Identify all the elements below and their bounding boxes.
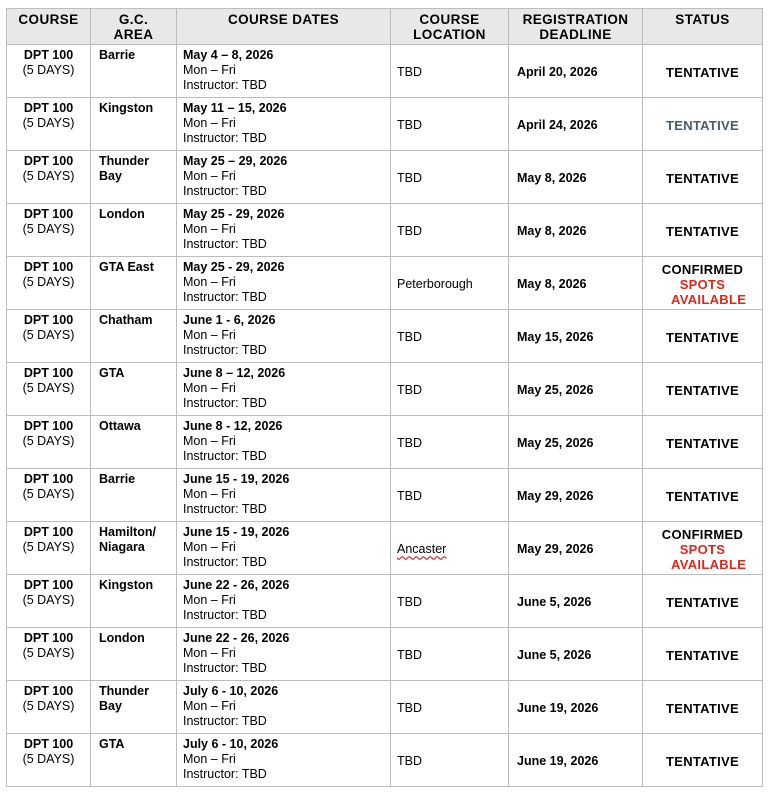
registration-deadline-cell: April 20, 2026 <box>509 45 643 98</box>
instructor: Instructor: TBD <box>183 290 267 304</box>
instructor: Instructor: TBD <box>183 555 267 569</box>
course-cell <box>7 151 91 204</box>
status-badge: TENTATIVE <box>666 383 739 398</box>
course-dates-cell <box>177 575 391 628</box>
table-row <box>7 734 763 787</box>
course-dates-cell <box>177 310 391 363</box>
course-cell <box>7 681 91 734</box>
header-location-line2: LOCATION <box>413 27 486 42</box>
gc-area-cell: Thunder Bay <box>91 681 177 734</box>
registration-deadline-cell: June 19, 2026 <box>509 681 643 734</box>
course-cell <box>7 522 91 575</box>
status-badge: CONFIRMED <box>661 262 744 277</box>
header-location-line1: COURSE <box>419 12 480 27</box>
course-duration: (5 DAYS) <box>22 63 75 77</box>
status-cell <box>643 45 763 98</box>
course-code: DPT 100 <box>23 48 74 62</box>
days-of-week: Mon – Fri <box>183 540 236 554</box>
course-duration: (5 DAYS) <box>22 487 75 501</box>
course-code: DPT 100 <box>23 472 74 486</box>
status-badge: TENTATIVE <box>666 330 739 345</box>
course-dates-cell <box>177 681 391 734</box>
course-location-cell <box>391 310 509 363</box>
registration-deadline-cell: May 29, 2026 <box>509 469 643 522</box>
gc-area-cell: Ottawa <box>91 416 177 469</box>
course-duration: (5 DAYS) <box>22 434 75 448</box>
course-location-cell <box>391 469 509 522</box>
days-of-week: Mon – Fri <box>183 646 236 660</box>
registration-deadline-cell: May 25, 2026 <box>509 363 643 416</box>
course-dates-cell <box>177 45 391 98</box>
course-location-cell <box>391 575 509 628</box>
header-course-location <box>391 9 509 45</box>
course-location-cell <box>391 416 509 469</box>
table-row <box>7 522 763 575</box>
header-course: COURSE <box>7 9 91 45</box>
status-cell <box>643 363 763 416</box>
gc-area-cell: GTA East <box>91 257 177 310</box>
gc-area-cell: Kingston <box>91 98 177 151</box>
course-code: DPT 100 <box>23 419 74 433</box>
table-row <box>7 363 763 416</box>
course-code: DPT 100 <box>23 525 74 539</box>
days-of-week: Mon – Fri <box>183 328 236 342</box>
header-gc-area <box>91 9 177 45</box>
course-location: TBD <box>397 224 422 238</box>
header-gc-area-line2: AREA <box>113 27 154 42</box>
course-location: TBD <box>397 118 422 132</box>
course-code: DPT 100 <box>23 313 74 327</box>
course-duration: (5 DAYS) <box>22 752 75 766</box>
instructor: Instructor: TBD <box>183 184 267 198</box>
date-range: May 25 - 29, 2026 <box>183 260 285 274</box>
date-range: May 11 – 15, 2026 <box>183 101 287 115</box>
status-cell <box>643 98 763 151</box>
course-location: TBD <box>397 65 422 79</box>
course-location: TBD <box>397 171 422 185</box>
course-code: DPT 100 <box>23 737 74 751</box>
table-row <box>7 469 763 522</box>
status-badge: CONFIRMED <box>661 527 744 542</box>
days-of-week: Mon – Fri <box>183 169 236 183</box>
course-location: TBD <box>397 595 422 609</box>
course-duration: (5 DAYS) <box>22 275 75 289</box>
table-header <box>7 9 763 45</box>
instructor: Instructor: TBD <box>183 502 267 516</box>
header-deadline-line1: REGISTRATION <box>522 12 629 27</box>
table-row <box>7 257 763 310</box>
instructor: Instructor: TBD <box>183 237 267 251</box>
instructor: Instructor: TBD <box>183 767 267 781</box>
days-of-week: Mon – Fri <box>183 487 236 501</box>
course-schedule-table <box>6 8 763 787</box>
status-cell <box>643 310 763 363</box>
status-badge: TENTATIVE <box>666 489 739 504</box>
course-cell <box>7 628 91 681</box>
course-location-cell <box>391 363 509 416</box>
registration-deadline-cell: May 8, 2026 <box>509 204 643 257</box>
date-range: June 22 - 26, 2026 <box>183 631 290 645</box>
date-range: June 22 - 26, 2026 <box>183 578 290 592</box>
gc-area-cell: London <box>91 628 177 681</box>
header-course-dates: COURSE DATES <box>177 9 391 45</box>
table-body <box>7 45 763 787</box>
gc-area-cell: GTA <box>91 734 177 787</box>
registration-deadline-cell: May 8, 2026 <box>509 257 643 310</box>
gc-area-cell: Barrie <box>91 45 177 98</box>
course-code: DPT 100 <box>23 366 74 380</box>
course-location-cell <box>391 204 509 257</box>
instructor: Instructor: TBD <box>183 608 267 622</box>
date-range: May 4 – 8, 2026 <box>183 48 274 62</box>
course-cell <box>7 416 91 469</box>
course-dates-cell <box>177 257 391 310</box>
date-range: June 8 – 12, 2026 <box>183 366 286 380</box>
instructor: Instructor: TBD <box>183 449 267 463</box>
course-code: DPT 100 <box>23 101 74 115</box>
table-row <box>7 681 763 734</box>
course-dates-cell <box>177 469 391 522</box>
course-dates-cell <box>177 522 391 575</box>
course-cell <box>7 363 91 416</box>
course-cell <box>7 98 91 151</box>
table-row <box>7 151 763 204</box>
instructor: Instructor: TBD <box>183 343 267 357</box>
status-cell <box>643 416 763 469</box>
table-row <box>7 45 763 98</box>
course-location-cell <box>391 628 509 681</box>
status-badge: TENTATIVE <box>666 436 739 451</box>
course-location-cell <box>391 151 509 204</box>
registration-deadline-cell: May 25, 2026 <box>509 416 643 469</box>
days-of-week: Mon – Fri <box>183 275 236 289</box>
date-range: June 1 - 6, 2026 <box>183 313 276 327</box>
course-location: Peterborough <box>397 277 473 291</box>
course-location: TBD <box>397 383 422 397</box>
table-row <box>7 575 763 628</box>
status-badge: TENTATIVE <box>666 754 739 769</box>
status-badge: TENTATIVE <box>666 171 739 186</box>
course-cell <box>7 204 91 257</box>
course-location: TBD <box>397 489 422 503</box>
course-dates-cell <box>177 416 391 469</box>
header-status: STATUS <box>643 9 763 45</box>
course-location: TBD <box>397 330 422 344</box>
gc-area-cell: Chatham <box>91 310 177 363</box>
instructor: Instructor: TBD <box>183 131 267 145</box>
status-badge: TENTATIVE <box>666 648 739 663</box>
course-code: DPT 100 <box>23 684 74 698</box>
gc-area-cell: Thunder Bay <box>91 151 177 204</box>
date-range: July 6 - 10, 2026 <box>183 684 279 698</box>
table-row <box>7 98 763 151</box>
header-deadline-line2: DEADLINE <box>539 27 612 42</box>
table-row <box>7 416 763 469</box>
days-of-week: Mon – Fri <box>183 222 236 236</box>
course-duration: (5 DAYS) <box>22 646 75 660</box>
registration-deadline-cell: June 19, 2026 <box>509 734 643 787</box>
course-location-cell <box>391 45 509 98</box>
status-cell <box>643 204 763 257</box>
header-row <box>7 9 763 45</box>
course-dates-cell <box>177 98 391 151</box>
status-badge: TENTATIVE <box>666 595 739 610</box>
status-cell <box>643 522 763 575</box>
gc-area-cell: Hamilton/ Niagara <box>91 522 177 575</box>
status-badge: TENTATIVE <box>666 701 739 716</box>
spots-available-note: SPOTS AVAILABLE <box>671 277 747 307</box>
course-location: TBD <box>397 701 422 715</box>
course-code: DPT 100 <box>23 154 74 168</box>
course-code: DPT 100 <box>23 260 74 274</box>
instructor: Instructor: TBD <box>183 661 267 675</box>
course-cell <box>7 575 91 628</box>
days-of-week: Mon – Fri <box>183 593 236 607</box>
course-location-cell <box>391 734 509 787</box>
course-dates-cell <box>177 151 391 204</box>
spots-available-note: SPOTS AVAILABLE <box>671 542 747 572</box>
course-location: Ancaster <box>397 542 447 556</box>
status-cell <box>643 575 763 628</box>
table-row <box>7 628 763 681</box>
instructor: Instructor: TBD <box>183 714 267 728</box>
course-duration: (5 DAYS) <box>22 328 75 342</box>
gc-area-cell: GTA <box>91 363 177 416</box>
instructor: Instructor: TBD <box>183 78 267 92</box>
course-code: DPT 100 <box>23 578 74 592</box>
days-of-week: Mon – Fri <box>183 63 236 77</box>
days-of-week: Mon – Fri <box>183 434 236 448</box>
days-of-week: Mon – Fri <box>183 116 236 130</box>
course-location-cell <box>391 522 509 575</box>
course-location: TBD <box>397 436 422 450</box>
course-duration: (5 DAYS) <box>22 116 75 130</box>
course-location-cell <box>391 257 509 310</box>
table-row <box>7 204 763 257</box>
status-badge: TENTATIVE <box>666 65 739 80</box>
date-range: June 15 - 19, 2026 <box>183 472 290 486</box>
registration-deadline-cell: April 24, 2026 <box>509 98 643 151</box>
course-cell <box>7 310 91 363</box>
days-of-week: Mon – Fri <box>183 752 236 766</box>
course-dates-cell <box>177 204 391 257</box>
course-duration: (5 DAYS) <box>22 222 75 236</box>
days-of-week: Mon – Fri <box>183 381 236 395</box>
registration-deadline-cell: May 29, 2026 <box>509 522 643 575</box>
date-range: June 8 - 12, 2026 <box>183 419 283 433</box>
course-duration: (5 DAYS) <box>22 593 75 607</box>
course-cell <box>7 734 91 787</box>
course-code: DPT 100 <box>23 207 74 221</box>
course-duration: (5 DAYS) <box>22 381 75 395</box>
course-location: TBD <box>397 754 422 768</box>
date-range: June 15 - 19, 2026 <box>183 525 290 539</box>
gc-area-cell: London <box>91 204 177 257</box>
course-location-cell <box>391 98 509 151</box>
registration-deadline-cell: June 5, 2026 <box>509 575 643 628</box>
course-duration: (5 DAYS) <box>22 699 75 713</box>
course-code: DPT 100 <box>23 631 74 645</box>
status-cell <box>643 257 763 310</box>
status-badge: TENTATIVE <box>666 224 739 239</box>
course-location: TBD <box>397 648 422 662</box>
course-dates-cell <box>177 734 391 787</box>
course-cell <box>7 469 91 522</box>
status-cell <box>643 151 763 204</box>
course-duration: (5 DAYS) <box>22 540 75 554</box>
registration-deadline-cell: May 15, 2026 <box>509 310 643 363</box>
status-cell <box>643 469 763 522</box>
gc-area-cell: Kingston <box>91 575 177 628</box>
course-dates-cell <box>177 628 391 681</box>
status-badge: TENTATIVE <box>666 118 739 133</box>
status-cell <box>643 681 763 734</box>
instructor: Instructor: TBD <box>183 396 267 410</box>
table-row <box>7 310 763 363</box>
status-cell <box>643 628 763 681</box>
gc-area-cell: Barrie <box>91 469 177 522</box>
header-gc-area-line1: G.C. <box>118 12 149 27</box>
status-cell <box>643 734 763 787</box>
days-of-week: Mon – Fri <box>183 699 236 713</box>
course-cell <box>7 257 91 310</box>
date-range: May 25 - 29, 2026 <box>183 207 285 221</box>
course-location-cell <box>391 681 509 734</box>
registration-deadline-cell: May 8, 2026 <box>509 151 643 204</box>
header-registration-deadline <box>509 9 643 45</box>
date-range: July 6 - 10, 2026 <box>183 737 279 751</box>
date-range: May 25 – 29, 2026 <box>183 154 288 168</box>
course-cell <box>7 45 91 98</box>
registration-deadline-cell: June 5, 2026 <box>509 628 643 681</box>
course-duration: (5 DAYS) <box>22 169 75 183</box>
course-dates-cell <box>177 363 391 416</box>
